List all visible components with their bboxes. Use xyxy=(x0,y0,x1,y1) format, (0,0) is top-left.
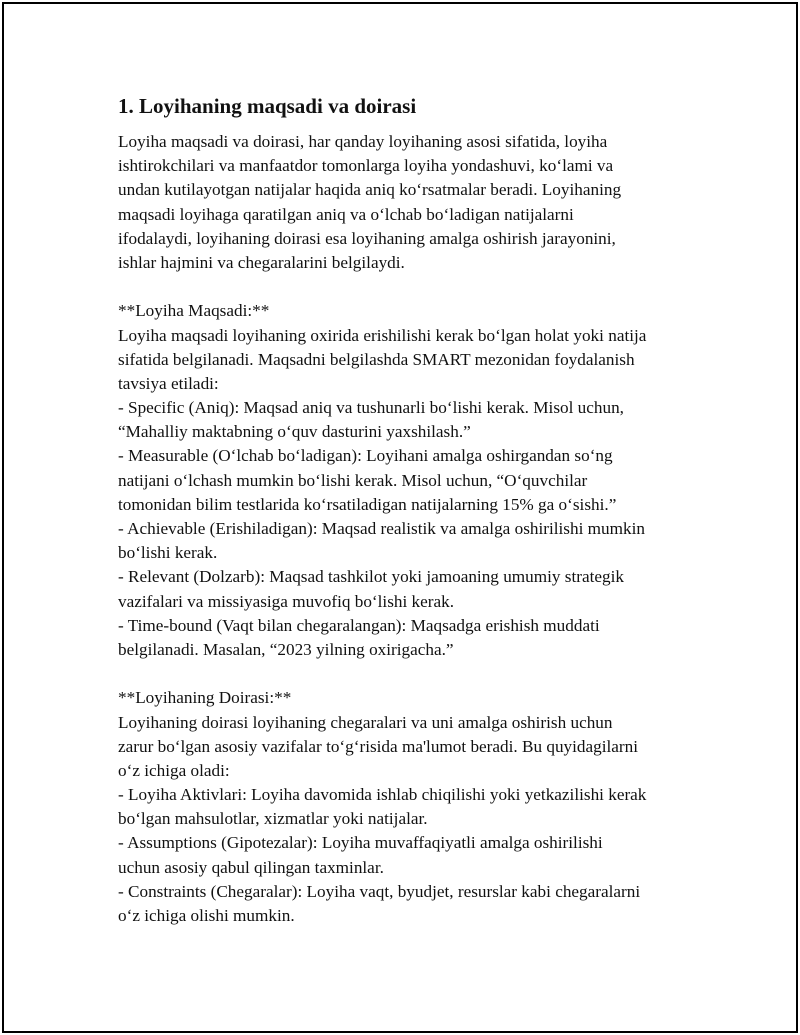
list-item-assumptions: - Assumptions (Gipotezalar): Loyiha muvaffaqiyatli amalga oshirilishi xyxy=(118,833,603,853)
text-line: tavsiya etiladi: xyxy=(118,373,219,393)
goal-section xyxy=(118,299,690,662)
text-line: zarur bo‘lgan asosiy vazifalar to‘g‘risida ma'lumot beradi. Bu quyidagilarni xyxy=(118,736,638,756)
scope-subheading: **Loyihaning Doirasi:** xyxy=(118,688,292,708)
text-line: Loyihaning doirasi loyihaning chegaralari va uni amalga oshirish uchun xyxy=(118,712,613,732)
text-line: Loyiha maqsadi loyihaning oxirida erishilishi kerak bo‘lgan holat yoki natija xyxy=(118,325,647,345)
scope-section xyxy=(118,686,690,928)
list-item-measurable: - Measurable (O‘lchab bo‘ladigan): Loyihani amalga oshirgandan so‘ng xyxy=(118,446,613,466)
text-line: ishlar hajmini va chegaralarini belgilaydi. xyxy=(118,252,405,272)
text-line: maqsadi loyihaga qaratilgan aniq va o‘lchab bo‘ladigan natijalarni xyxy=(118,204,574,224)
list-item-assets: - Loyiha Aktivlari: Loyiha davomida ishlab chiqilishi yoki yetkazilishi kerak xyxy=(118,785,647,805)
text-line: tomonidan bilim testlarida ko‘rsatiladigan natijalarning 15% ga o‘sishi.” xyxy=(118,494,617,514)
text-line: bo‘lgan mahsulotlar, xizmatlar yoki natijalar. xyxy=(118,809,428,829)
text-line: vazifalari va missiyasiga muvofiq bo‘lishi kerak. xyxy=(118,591,455,611)
text-line: ifodalaydi, loyihaning doirasi esa loyihaning amalga oshirish jarayonini, xyxy=(118,228,616,248)
text-line: sifatida belgilanadi. Maqsadni belgilashda SMART mezonidan foydalanish xyxy=(118,349,635,369)
paragraph-gap xyxy=(118,275,690,299)
text-line: belgilanadi. Masalan, “2023 yilning oxirigacha.” xyxy=(118,639,454,659)
paragraph-gap xyxy=(118,662,690,686)
text-line: undan kutilayotgan natijalar haqida aniq ko‘rsatmalar beradi. Loyihaning xyxy=(118,180,622,200)
text-line: Loyiha maqsadi va doirasi, har qanday loyihaning asosi sifatida, loyiha xyxy=(118,132,608,151)
list-item-relevant: - Relevant (Dolzarb): Maqsad tashkilot yoki jamoaning umumiy strategik xyxy=(118,567,624,587)
text-line: natijani o‘lchash mumkin bo‘lishi kerak. Misol uchun, “O‘quvchilar xyxy=(118,470,588,490)
text-line: uchun asosiy qabul qilingan taxminlar. xyxy=(118,857,384,877)
text-line: ishtirokchilari va manfaatdor tomonlarga loyiha yondashuvi, ko‘lami va xyxy=(118,156,614,176)
text-line: bo‘lishi kerak. xyxy=(118,543,218,563)
text-line: o‘z ichiga oladi: xyxy=(118,760,230,780)
text-line: o‘z ichiga olishi mumkin. xyxy=(118,906,295,925)
section-heading: 1. Loyihaning maqsadi va doirasi xyxy=(118,94,417,118)
list-item-constraints: - Constraints (Chegaralar): Loyiha vaqt, byudjet, resurslar kabi chegaralarni xyxy=(118,881,641,901)
list-item-achievable: - Achievable (Erishiladigan): Maqsad realistik va amalga oshirilishi mumkin xyxy=(118,519,645,538)
goal-subheading: **Loyiha Maqsadi:** xyxy=(118,301,270,321)
list-item-specific: - Specific (Aniq): Maqsad aniq va tushunarli bo‘lishi kerak. Misol uchun, xyxy=(118,398,624,418)
text-line: “Mahalliy maktabning o‘quv dasturini yaxshilash.” xyxy=(118,422,471,442)
document-body xyxy=(118,92,690,928)
intro-paragraph xyxy=(118,130,690,275)
list-item-time-bound: - Time-bound (Vaqt bilan chegaralangan): Maqsadga erishish muddati xyxy=(118,615,600,635)
